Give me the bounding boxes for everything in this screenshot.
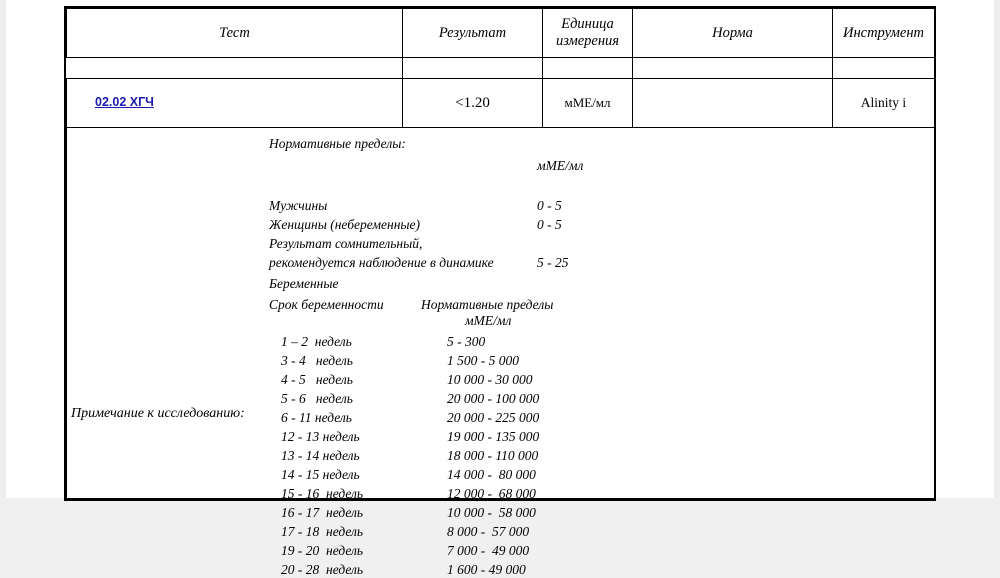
note-general-value-3: 5 - 25	[537, 255, 569, 270]
subtable-col2-heading: Нормативные пределы	[421, 297, 554, 312]
subtable-range-4: 20 000 - 225 000	[447, 410, 540, 425]
subtable-weeks-2: 4 - 5 недель	[281, 372, 353, 387]
spacer-cell-4	[633, 58, 833, 79]
table-row	[67, 79, 935, 128]
subtable-weeks-5: 12 - 13 недель	[281, 429, 360, 444]
subtable-weeks-11: 19 - 20 недель	[281, 543, 364, 558]
result-test-cell	[67, 79, 403, 128]
table-spacer-row	[67, 58, 935, 79]
subtable-weeks-0: 1 – 2 недель	[281, 334, 352, 349]
subtable-range-1: 1 500 - 5 000	[447, 353, 519, 368]
table-header-row	[67, 9, 935, 58]
note-general-label-3: рекомендуется наблюдение в динамике	[269, 255, 494, 270]
subtable-weeks-10: 17 - 18 недель	[281, 524, 364, 539]
test-link-hcg[interactable]: 02.02 ХГЧ	[95, 95, 154, 109]
spacer-cell-2	[403, 58, 543, 79]
header-unit	[543, 9, 633, 58]
lab-result-table	[64, 6, 936, 577]
header-norm: Норма	[633, 9, 833, 58]
subtable-range-11: 7 000 - 49 000	[447, 543, 530, 558]
subtable-range-7: 14 000 - 80 000	[447, 467, 536, 482]
note-cell	[67, 128, 935, 577]
spacer-cell-1	[67, 58, 403, 79]
subtable-range-3: 20 000 - 100 000	[447, 391, 540, 406]
header-unit-line2: измерения	[555, 33, 620, 49]
note-row	[67, 128, 935, 499]
note-title: Нормативные пределы:	[269, 136, 406, 151]
note-general-label-1: Женщины (небеременные)	[269, 217, 421, 232]
subtable-weeks-1: 3 - 4 недель	[281, 353, 353, 368]
subtable-weeks-9: 16 - 17 недель	[281, 505, 364, 520]
note-unit: мМЕ/мл	[537, 158, 584, 173]
subtable-range-0: 5 - 300	[447, 334, 486, 349]
note-label: Примечание к исследованию:	[71, 406, 245, 421]
subtable-col1-heading: Срок беременности	[269, 297, 384, 312]
subtable-col2-unit: мМЕ/мл	[465, 313, 512, 328]
subtable-range-12: 1 600 - 49 000	[447, 562, 526, 577]
header-test: Тест	[67, 9, 403, 58]
results-table	[66, 8, 935, 577]
header-instrument: Инструмент	[833, 9, 935, 58]
result-value: <1.20	[403, 79, 543, 128]
spacer-cell-3	[543, 58, 633, 79]
header-result: Результат	[403, 9, 543, 58]
subtable-range-2: 10 000 - 30 000	[447, 372, 533, 387]
note-general-label-0: Мужчины	[269, 198, 328, 213]
subtable-range-10: 8 000 - 57 000	[447, 524, 530, 539]
note-pregnant-heading: Беременные	[269, 276, 339, 291]
header-unit-line1: Единица	[561, 16, 614, 33]
subtable-range-8: 12 000 - 68 000	[447, 486, 536, 501]
subtable-weeks-6: 13 - 14 недель	[281, 448, 360, 463]
subtable-weeks-12: 20 - 28 недель	[281, 562, 364, 577]
subtable-weeks-8: 15 - 16 недель	[281, 486, 364, 501]
subtable-range-9: 10 000 - 58 000	[447, 505, 536, 520]
result-instrument: Alinity i	[833, 79, 935, 128]
subtable-range-5: 19 000 - 135 000	[447, 429, 540, 444]
page-right-margin	[994, 0, 1000, 498]
note-container	[67, 128, 934, 577]
note-general-label-2: Результат сомнительный,	[269, 236, 423, 251]
spacer-cell-5	[833, 58, 935, 79]
note-general-value-0: 0 - 5	[537, 198, 562, 213]
note-general-value-1: 0 - 5	[537, 217, 562, 232]
subtable-weeks-3: 5 - 6 недель	[281, 391, 353, 406]
page-left-margin	[0, 0, 6, 498]
result-unit: мМЕ/мл	[543, 79, 633, 128]
subtable-weeks-7: 14 - 15 недель	[281, 467, 360, 482]
result-norm	[633, 79, 833, 128]
subtable-weeks-4: 6 - 11 недель	[281, 410, 352, 425]
subtable-range-6: 18 000 - 110 000	[447, 448, 539, 463]
